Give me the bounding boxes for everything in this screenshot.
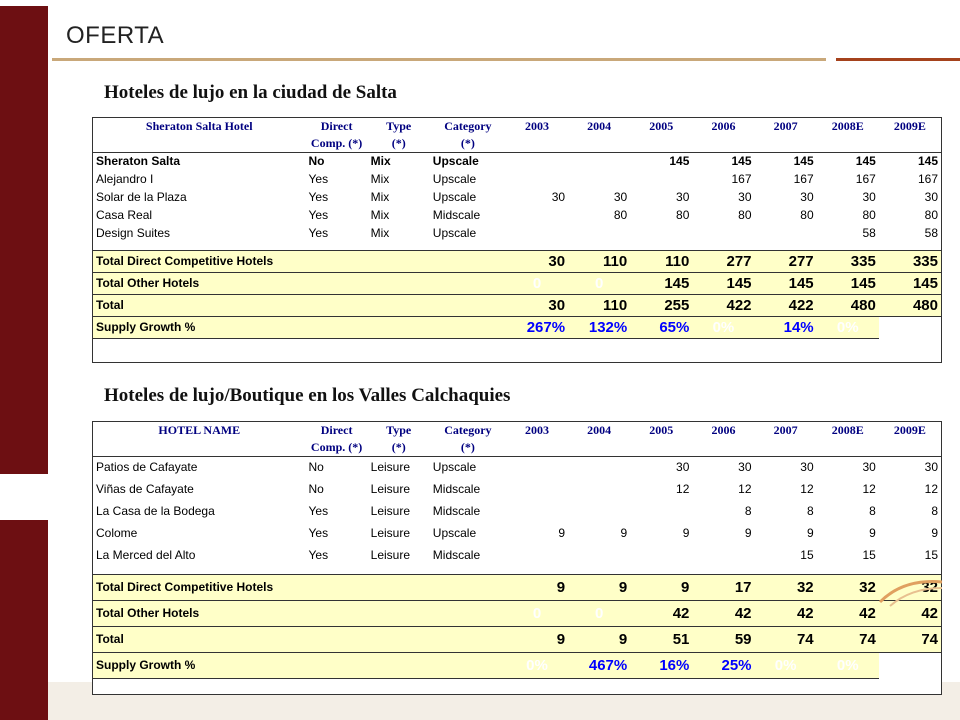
table-cell: Upscale xyxy=(432,190,477,204)
growth-row xyxy=(93,316,941,338)
table-cell: No xyxy=(308,482,324,496)
growth-value: 267% xyxy=(506,316,568,338)
table-cell: Leisure xyxy=(370,504,410,518)
title-divider-accent xyxy=(836,58,960,61)
table-cell: Yes xyxy=(308,504,329,518)
column-header: 2003 xyxy=(525,119,550,133)
table-cell: 30 xyxy=(817,456,879,478)
column-header: 2008E xyxy=(831,423,864,437)
table-cell: 80 xyxy=(676,208,690,222)
total-value: 32 xyxy=(817,574,879,600)
table-row xyxy=(93,522,941,544)
hotel-name: Design Suites xyxy=(96,226,171,240)
spacer-row xyxy=(93,566,941,574)
table-row xyxy=(93,456,941,478)
total-row xyxy=(93,272,941,294)
total-value: 145 xyxy=(879,272,941,294)
growth-value: 0% xyxy=(817,652,879,678)
total-value: 145 xyxy=(630,272,692,294)
header-row xyxy=(93,422,941,439)
column-header: 2009E xyxy=(893,423,926,437)
table-cell: 145 xyxy=(817,152,879,170)
column-header: (*) xyxy=(391,135,406,150)
left-accent-bar xyxy=(0,6,48,474)
column-header: (*) xyxy=(460,135,475,150)
table-cell: 145 xyxy=(630,152,692,170)
page-title: OFERTA xyxy=(66,22,165,49)
table-cell: Leisure xyxy=(370,526,410,540)
table-cell: 9 xyxy=(682,526,690,540)
total-value: 145 xyxy=(692,272,754,294)
table-row xyxy=(93,170,941,188)
table-cell: No xyxy=(306,152,368,170)
total-row xyxy=(93,626,941,652)
table-row xyxy=(93,544,941,566)
column-header xyxy=(692,439,754,456)
column-header: 2006 xyxy=(711,423,736,437)
total-row xyxy=(93,574,941,600)
table-cell xyxy=(506,456,568,478)
hotel-name: Colome xyxy=(96,526,138,540)
table-cell: Midscale xyxy=(432,504,481,518)
column-header: (*) xyxy=(391,439,406,454)
column-header xyxy=(692,135,754,152)
table-cell xyxy=(568,152,630,170)
total-value: 32 xyxy=(879,574,941,600)
total-row xyxy=(93,600,941,626)
column-header xyxy=(879,135,941,152)
table-cell: 80 xyxy=(862,208,876,222)
hotel-name: Viñas de Cafayate xyxy=(96,482,194,496)
total-value: 145 xyxy=(755,272,817,294)
total-value: 422 xyxy=(755,294,817,316)
column-header xyxy=(506,439,568,456)
column-header: Direct xyxy=(320,119,353,133)
spacer-row xyxy=(93,242,941,250)
table-cell: Leisure xyxy=(370,482,410,496)
table-cell: Midscale xyxy=(432,208,481,222)
column-header xyxy=(93,135,306,152)
column-header: Sheraton Salta Hotel xyxy=(145,119,253,133)
total-row xyxy=(93,250,941,272)
growth-label: Supply Growth % xyxy=(93,316,430,338)
column-header: 2009E xyxy=(893,119,926,133)
table-cell xyxy=(506,206,568,224)
table-cell: 58 xyxy=(924,226,938,240)
column-header xyxy=(630,439,692,456)
total-row xyxy=(93,294,941,316)
total-value: 30 xyxy=(506,294,568,316)
table-cell xyxy=(506,152,568,170)
total-label: Total Other Hotels xyxy=(93,272,506,294)
column-header xyxy=(817,135,879,152)
growth-value xyxy=(430,652,506,678)
table-cell: Upscale xyxy=(432,226,477,240)
total-value: 277 xyxy=(755,250,817,272)
table-cell xyxy=(506,478,568,500)
column-header: Type xyxy=(386,119,412,133)
table-cell xyxy=(630,170,692,188)
left-accent-bar-lower xyxy=(0,520,48,720)
table-cell: 9 xyxy=(869,526,876,540)
total-value: 422 xyxy=(692,294,754,316)
hotel-name: Patios de Cafayate xyxy=(93,456,306,478)
total-label: Total Direct Competitive Hotels xyxy=(93,250,506,272)
table-cell xyxy=(692,544,754,566)
table-cell xyxy=(755,224,817,242)
table-cell: Yes xyxy=(308,208,329,222)
table-cell: 30 xyxy=(862,190,876,204)
column-header: (*) xyxy=(460,439,475,454)
hotel-name: Alejandro I xyxy=(96,172,154,186)
table-cell xyxy=(630,500,692,522)
table-cell xyxy=(506,500,568,522)
table-cell: 12 xyxy=(738,482,752,496)
column-header xyxy=(568,439,630,456)
table-cell: Mix xyxy=(368,152,430,170)
growth-value: 0% xyxy=(692,316,754,338)
table-cell: 80 xyxy=(613,208,628,222)
table-cell: 145 xyxy=(755,152,817,170)
table-cell: Upscale xyxy=(432,526,477,540)
table-cell xyxy=(506,224,568,242)
total-value: 74 xyxy=(817,626,879,652)
growth-row xyxy=(93,652,941,678)
table-cell: 15 xyxy=(862,548,876,562)
table-cell: 58 xyxy=(862,226,876,240)
table-cell: 30 xyxy=(755,456,817,478)
hotel-name: Solar de la Plaza xyxy=(96,190,187,204)
column-header: 2003 xyxy=(525,423,550,437)
table-cell xyxy=(630,544,692,566)
title-divider xyxy=(52,58,826,61)
growth-value: 65% xyxy=(630,316,692,338)
table-cell: 9 xyxy=(558,526,566,540)
column-header xyxy=(630,135,692,152)
total-value: 255 xyxy=(630,294,692,316)
total-value: 17 xyxy=(692,574,754,600)
total-label: Total xyxy=(93,294,506,316)
growth-value: 132% xyxy=(568,316,630,338)
table-cell: Midscale xyxy=(432,548,481,562)
table-cell: Mix xyxy=(370,172,390,186)
table-cell: Mix xyxy=(370,190,390,204)
table-cell: 8 xyxy=(869,504,876,518)
total-value: 9 xyxy=(568,574,630,600)
total-value: 480 xyxy=(817,294,879,316)
table-cell: 30 xyxy=(800,190,814,204)
growth-value xyxy=(430,316,506,338)
hotel-name: La Casa de la Bodega xyxy=(96,504,215,518)
header-row xyxy=(93,439,941,456)
total-value: 74 xyxy=(879,626,941,652)
column-header: 2005 xyxy=(649,423,674,437)
table-cell: 167 xyxy=(855,172,876,186)
growth-value: 25% xyxy=(692,652,754,678)
hotel-name: La Merced del Alto xyxy=(96,548,196,562)
table-cell: 8 xyxy=(744,504,752,518)
total-value: 42 xyxy=(630,600,692,626)
column-header: 2007 xyxy=(773,119,798,133)
table-cell: 12 xyxy=(862,482,876,496)
total-value: 145 xyxy=(817,272,879,294)
column-header xyxy=(568,135,630,152)
total-value: 0 xyxy=(568,272,630,294)
total-label: Total Direct Competitive Hotels xyxy=(93,574,506,600)
table-cell: Mix xyxy=(370,208,390,222)
valles-hotels-table xyxy=(92,421,942,695)
table-cell: 30 xyxy=(613,190,628,204)
table-cell xyxy=(568,170,630,188)
total-value: 110 xyxy=(630,250,692,272)
total-value: 42 xyxy=(879,600,941,626)
table-cell: No xyxy=(306,456,368,478)
column-header xyxy=(755,439,817,456)
table-cell: Mix xyxy=(370,226,390,240)
table-cell: Yes xyxy=(308,226,329,240)
total-value: 335 xyxy=(879,250,941,272)
table-cell: 167 xyxy=(731,172,752,186)
table-cell: Yes xyxy=(308,548,329,562)
table-cell: 30 xyxy=(692,456,754,478)
column-header xyxy=(879,439,941,456)
table-cell: 9 xyxy=(931,526,938,540)
table-cell: 15 xyxy=(800,548,814,562)
growth-value: 0% xyxy=(817,316,879,338)
table-cell: 9 xyxy=(744,526,752,540)
table-cell: 167 xyxy=(917,172,938,186)
total-value: 30 xyxy=(506,250,568,272)
total-value: 0 xyxy=(568,600,630,626)
growth-value: 14% xyxy=(755,316,817,338)
table-cell: 30 xyxy=(879,456,941,478)
header-row xyxy=(93,135,941,152)
column-header: Direct xyxy=(320,423,353,437)
hotel-name: Casa Real xyxy=(96,208,153,222)
table-cell: 30 xyxy=(551,190,566,204)
table-cell: Yes xyxy=(308,526,329,540)
table-cell: 9 xyxy=(806,526,814,540)
table-cell: 12 xyxy=(800,482,814,496)
growth-value: 467% xyxy=(568,652,630,678)
table-row xyxy=(93,500,941,522)
total-value: 32 xyxy=(755,574,817,600)
total-value: 110 xyxy=(568,294,630,316)
table-cell xyxy=(506,544,568,566)
table-cell: 80 xyxy=(738,208,752,222)
column-header: 2008E xyxy=(831,119,864,133)
total-value: 110 xyxy=(568,250,630,272)
table-row xyxy=(93,478,941,500)
table-cell: Midscale xyxy=(432,482,481,496)
table-cell: 30 xyxy=(630,456,692,478)
table-cell: 15 xyxy=(924,548,938,562)
table-cell: Upscale xyxy=(432,172,477,186)
table-cell xyxy=(692,224,754,242)
section1-heading: Hoteles de lujo en la ciudad de Salta xyxy=(104,82,397,103)
table-cell: 80 xyxy=(800,208,814,222)
total-value: 335 xyxy=(817,250,879,272)
total-label: Total Other Hotels xyxy=(93,600,506,626)
table-row xyxy=(93,152,941,170)
salta-hotels-table xyxy=(92,117,942,363)
column-header xyxy=(755,135,817,152)
total-value: 9 xyxy=(506,574,568,600)
column-header: 2005 xyxy=(649,119,674,133)
total-value: 9 xyxy=(568,626,630,652)
column-header: 2007 xyxy=(773,423,798,437)
total-value: 42 xyxy=(755,600,817,626)
total-value: 277 xyxy=(692,250,754,272)
table-cell: 30 xyxy=(924,190,938,204)
hotel-name: Sheraton Salta xyxy=(93,152,306,170)
table-cell xyxy=(506,170,568,188)
table-cell: Upscale xyxy=(430,456,506,478)
total-value: 0 xyxy=(506,272,568,294)
total-value: 9 xyxy=(630,574,692,600)
column-header: Comp. (*) xyxy=(310,439,363,454)
table-cell xyxy=(630,224,692,242)
table-cell xyxy=(568,500,630,522)
table-cell: 167 xyxy=(793,172,814,186)
table-cell: 30 xyxy=(676,190,690,204)
table-cell: 12 xyxy=(676,482,690,496)
table-cell: 8 xyxy=(931,504,938,518)
total-value: 74 xyxy=(755,626,817,652)
column-header: HOTEL NAME xyxy=(158,423,241,437)
table-cell: 80 xyxy=(924,208,938,222)
table-cell: Yes xyxy=(308,172,329,186)
growth-value: 0% xyxy=(506,652,568,678)
section2-heading: Hoteles de lujo/Boutique en los Valles Calchaquies xyxy=(104,385,511,406)
table-cell: 8 xyxy=(806,504,814,518)
total-value: 42 xyxy=(817,600,879,626)
total-value: 0 xyxy=(506,600,568,626)
column-header xyxy=(93,439,306,456)
column-header xyxy=(817,439,879,456)
table-row xyxy=(93,206,941,224)
table-cell: 9 xyxy=(620,526,628,540)
total-label: Total xyxy=(93,626,506,652)
column-header: Comp. (*) xyxy=(310,135,363,150)
header-row xyxy=(93,118,941,135)
growth-value: 0% xyxy=(755,652,817,678)
table-cell xyxy=(568,456,630,478)
column-header xyxy=(506,135,568,152)
table-cell: 145 xyxy=(879,152,941,170)
table-cell: Upscale xyxy=(430,152,506,170)
column-header: Category xyxy=(444,423,492,437)
table-cell: Leisure xyxy=(368,456,430,478)
growth-label: Supply Growth % xyxy=(93,652,430,678)
table-cell: 30 xyxy=(738,190,752,204)
total-value: 480 xyxy=(879,294,941,316)
table-cell: 145 xyxy=(692,152,754,170)
swoosh-logo-icon xyxy=(876,574,946,610)
column-header: 2004 xyxy=(587,119,612,133)
table-row xyxy=(93,224,941,242)
column-header: 2006 xyxy=(711,119,736,133)
total-value: 59 xyxy=(692,626,754,652)
total-value: 9 xyxy=(506,626,568,652)
table-cell: 12 xyxy=(924,482,938,496)
total-value: 51 xyxy=(630,626,692,652)
growth-value: 16% xyxy=(630,652,692,678)
table-cell xyxy=(568,224,630,242)
total-value: 42 xyxy=(692,600,754,626)
column-header: Type xyxy=(386,423,412,437)
table-cell xyxy=(568,478,630,500)
column-header: 2004 xyxy=(587,423,612,437)
column-header: Category xyxy=(444,119,492,133)
table-row xyxy=(93,188,941,206)
table-cell xyxy=(568,544,630,566)
table-cell: Yes xyxy=(308,190,329,204)
table-cell: Leisure xyxy=(370,548,410,562)
